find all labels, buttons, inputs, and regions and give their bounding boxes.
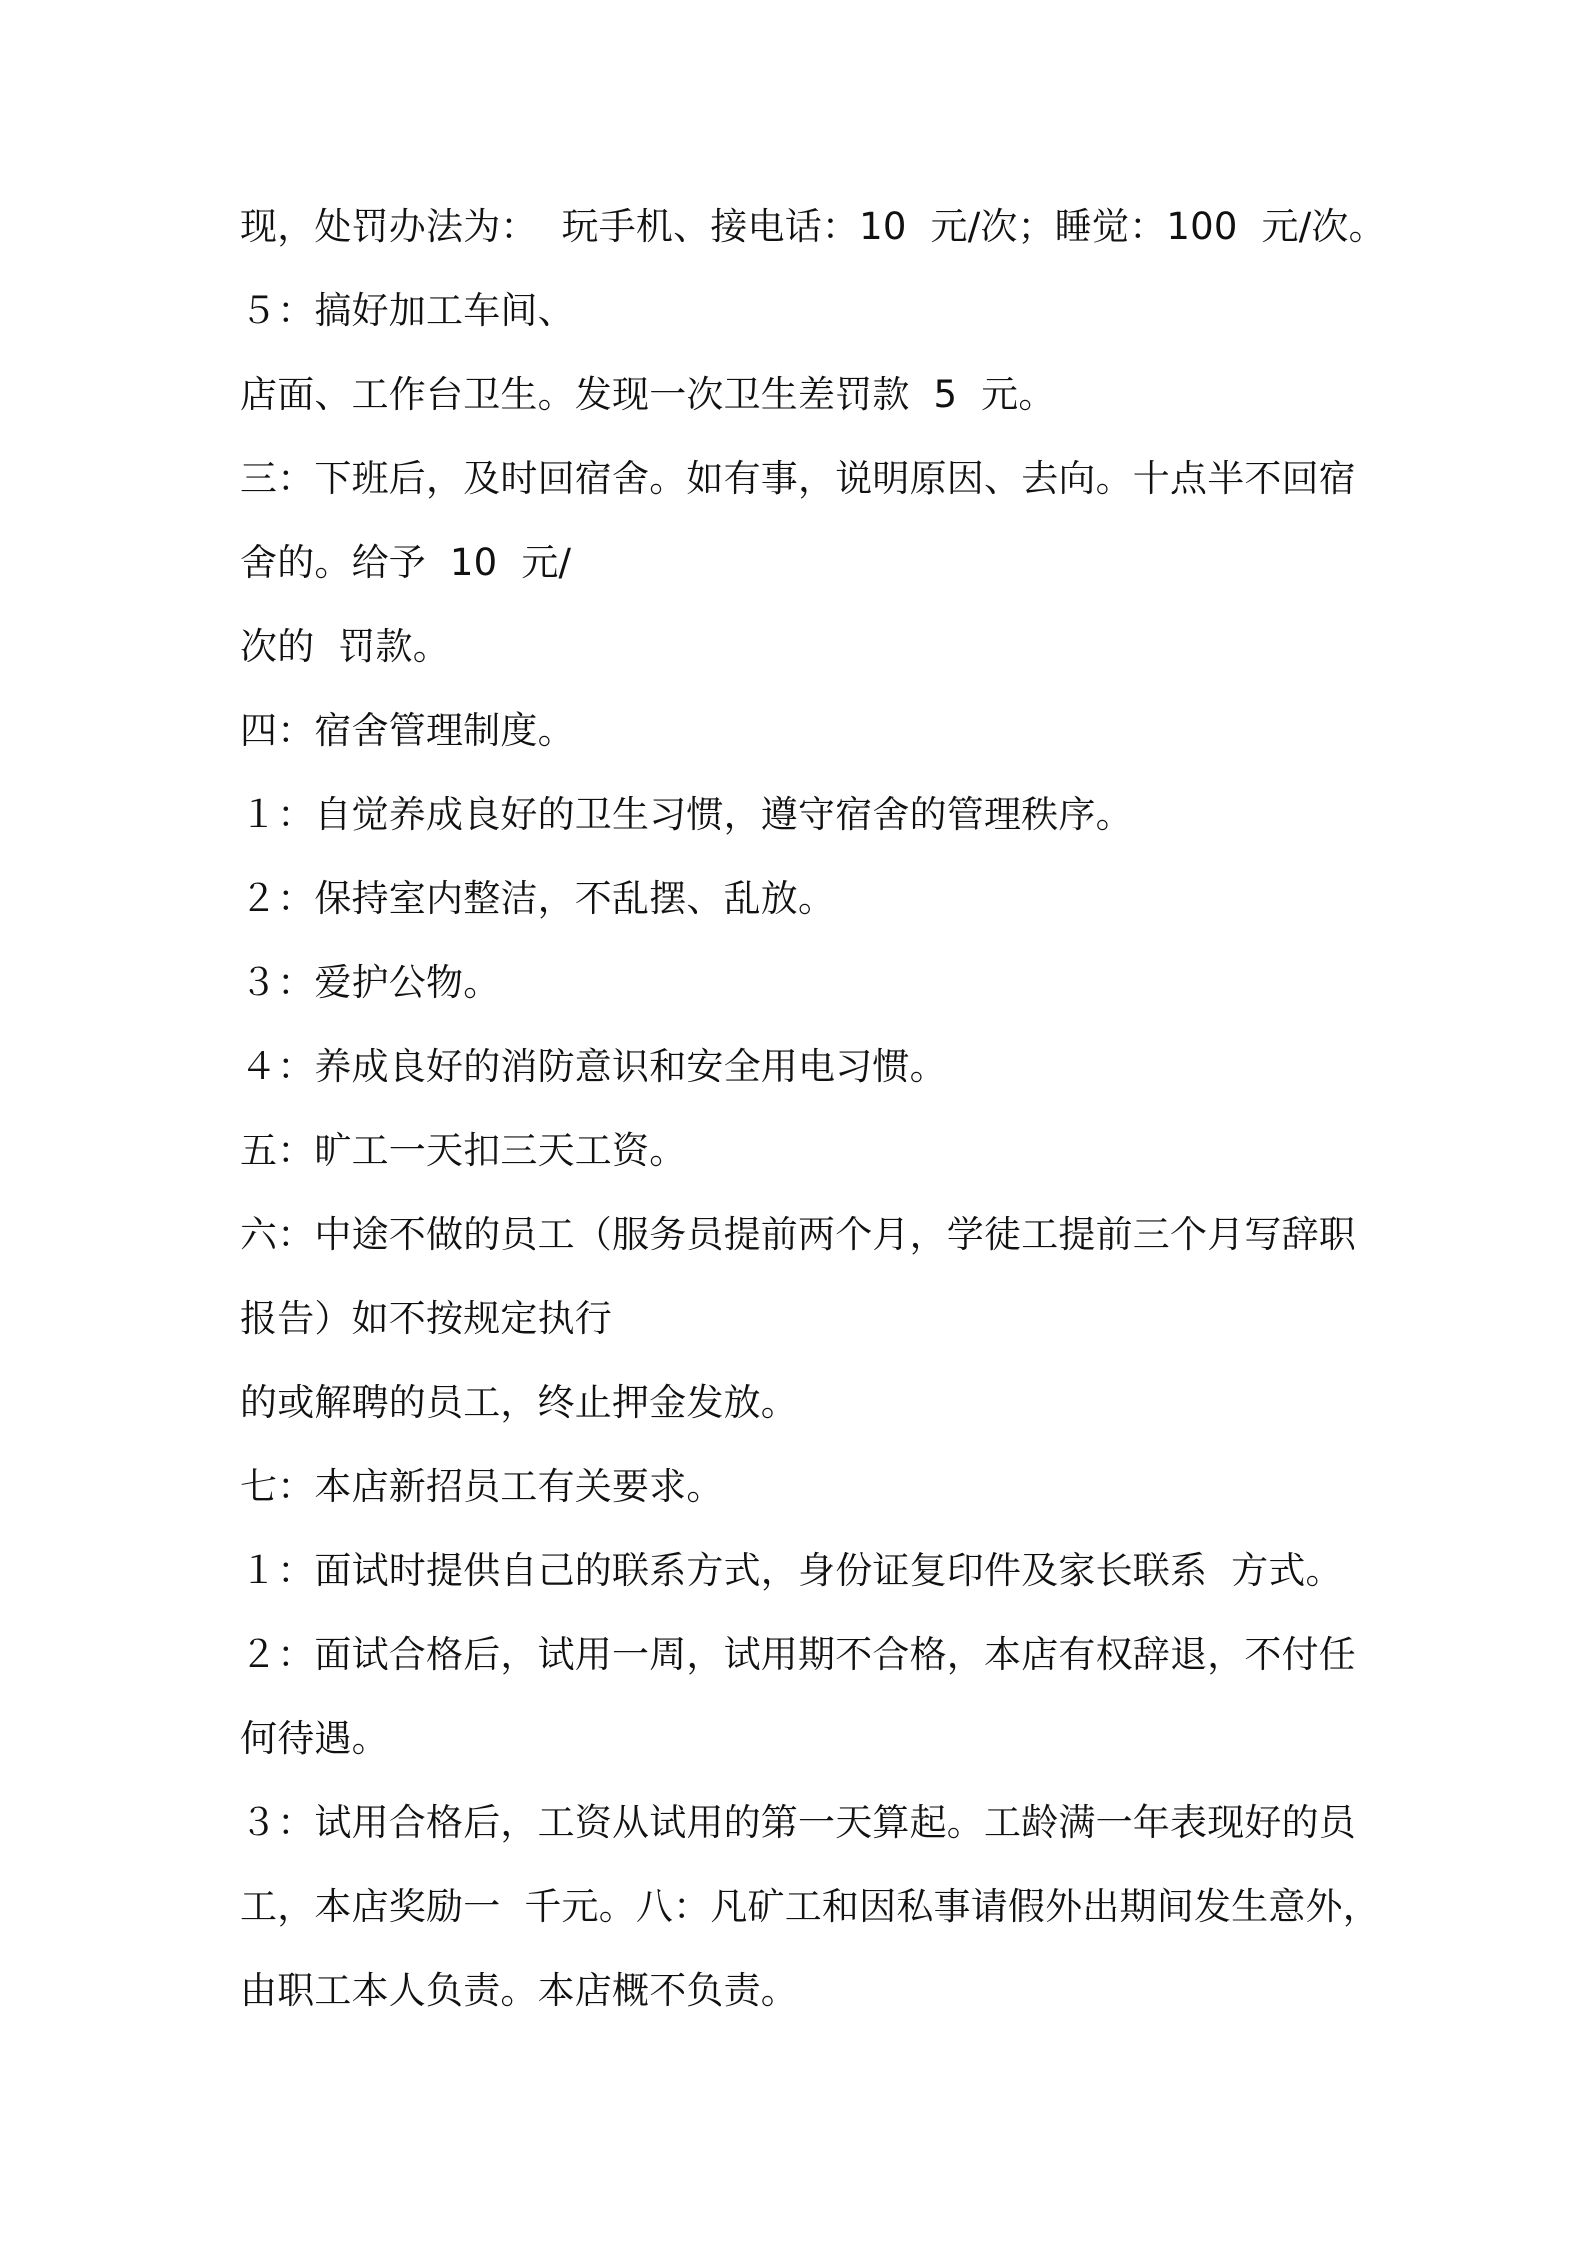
text-line: 的或解聘的员工，终止押金发放。 <box>240 1381 798 1424</box>
text-line: 三：下班后，及时回宿舍。如有事，说明原因、去向。十点半不回宿 <box>240 457 1356 500</box>
text-line: 何待遇。 <box>240 1717 389 1760</box>
text-line: ４：养成良好的消防意识和安全用电习惯。 <box>240 1045 947 1088</box>
text-line: １：面试时提供自己的联系方式，身份证复印件及家长联系 方式。 <box>240 1549 1343 1592</box>
text-line: 报告）如不按规定执行 <box>240 1297 612 1340</box>
text-line: １：自觉养成良好的卫生习惯，遵守宿舍的管理秩序。 <box>240 793 1133 836</box>
text-line: 店面、工作台卫生。发现一次卫生差罚款 5 元。 <box>240 373 1056 416</box>
text-line: 七：本店新招员工有关要求。 <box>240 1465 724 1508</box>
text-line: ３：试用合格后，工资从试用的第一天算起。工龄满一年表现好的员 <box>240 1801 1356 1844</box>
text-line: 次的 罚款。 <box>240 625 450 668</box>
text-line: 由职工本人负责。本店概不负责。 <box>240 1969 798 2012</box>
text-line: ２：保持室内整洁，不乱摆、乱放。 <box>240 877 836 920</box>
text-line: 工，本店奖励一 千元。八：凡矿工和因私事请假外出期间发生意外， <box>240 1885 1380 1928</box>
text-line: ５：搞好加工车间、 <box>240 289 575 332</box>
text-line: ２：面试合格后，试用一周，试用期不合格，本店有权辞退，不付任 <box>240 1633 1356 1676</box>
text-line: ３：爱护公物。 <box>240 961 501 1004</box>
text-line: 现，处罚办法为： 玩手机、接电话：10 元/次；睡觉：100 元/次。 <box>240 205 1386 248</box>
text-line: 五：旷工一天扣三天工资。 <box>240 1129 687 1172</box>
text-line: 舍的。给予 10 元/ <box>240 541 572 584</box>
text-line: 四：宿舍管理制度。 <box>240 709 575 752</box>
text-line: 六：中途不做的员工（服务员提前两个月，学徒工提前三个月写辞职 <box>240 1213 1356 1256</box>
